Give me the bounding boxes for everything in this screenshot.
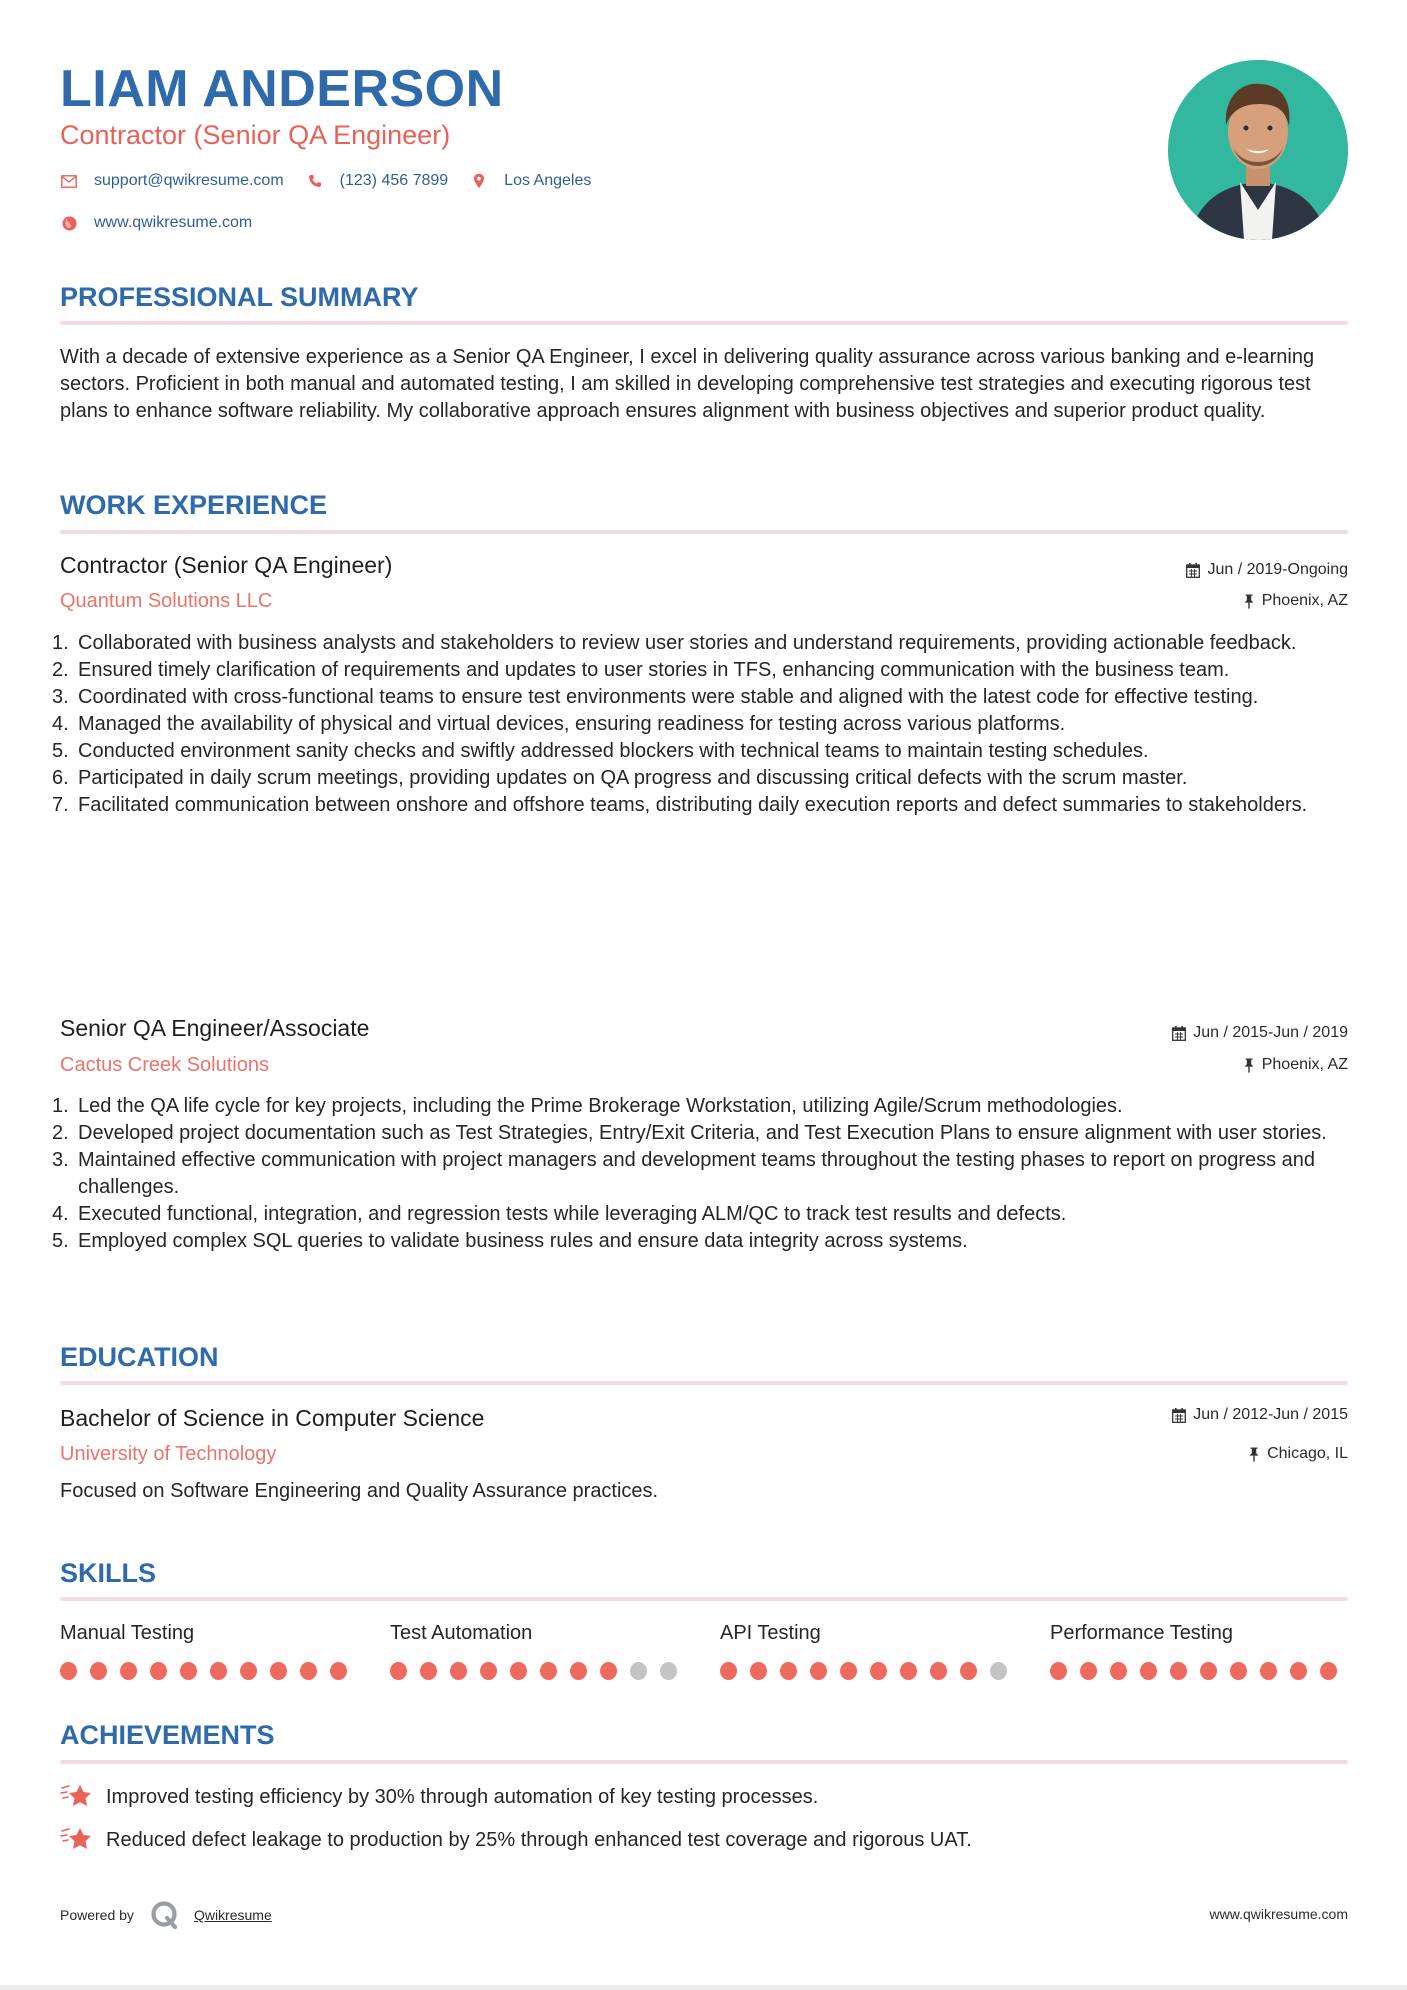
phone-text[interactable]: (123) 456 7899 [339, 172, 449, 189]
degree: Bachelor of Science in Computer Science [60, 1405, 485, 1431]
job-bullet [52, 792, 1352, 819]
job-dates-text: Jun / 2015-Jun / 2019 [1193, 1024, 1348, 1041]
website-text[interactable]: www.qwikresume.com [94, 214, 253, 231]
job-dates [1186, 559, 1348, 581]
pushpin-icon [1243, 1058, 1255, 1073]
school: University of Technology [60, 1443, 277, 1465]
achievement-item [60, 1825, 972, 1855]
skill-dot-filled [780, 1662, 797, 1680]
calendar-icon [1172, 1026, 1186, 1041]
job-bullets [52, 1093, 1352, 1255]
skill-dot-filled [390, 1662, 407, 1680]
shooting-star-icon [60, 1825, 94, 1855]
education-location-text: Chicago, IL [1267, 1445, 1348, 1462]
achievements-heading: ACHIEVEMENTS [60, 1720, 275, 1750]
skill-rating [1050, 1662, 1350, 1680]
job-bullet [52, 711, 1352, 738]
job-bullet [52, 1093, 1352, 1120]
bullet-text: Led the QA life cycle for key projects, including the Prime Brokerage Workstation, utilizing Agile/Scrum methodologies. [78, 1095, 1123, 1117]
skill-dot-filled [930, 1662, 947, 1680]
skill-dot-filled [240, 1662, 257, 1680]
skill-dot-filled [210, 1662, 227, 1680]
bullet-text: Facilitated communication between onshore and offshore teams, distributing daily execution reports and defect summaries to stakeholders. [78, 794, 1308, 816]
skill-dot-filled [150, 1662, 167, 1680]
skill-dot-filled [750, 1662, 767, 1680]
powered-by-label: Powered by [60, 1907, 134, 1923]
bullet-text: Managed the availability of physical and virtual devices, ensuring readiness for testing across various platforms. [78, 713, 1066, 735]
job-bullet [52, 738, 1352, 765]
bullet-number: 1. [52, 1095, 69, 1117]
bullet-number: 4. [52, 713, 69, 735]
email-text[interactable]: support@qwikresume.com [94, 172, 284, 189]
contact-location [470, 172, 591, 190]
achievement-item [60, 1782, 818, 1812]
skill-name: API Testing [720, 1622, 821, 1644]
bullet-text: Collaborated with business analysts and stakeholders to review user stories and understand requirements, providing actionable feedback. [78, 632, 1297, 654]
skill-dot-filled [450, 1662, 467, 1680]
contact-website[interactable] [60, 214, 252, 232]
skill-dot-filled [1230, 1662, 1247, 1680]
skill-dot-filled [1200, 1662, 1217, 1680]
pushpin-icon [1248, 1447, 1260, 1462]
job-bullet [52, 684, 1352, 711]
summary-text: With a decade of extensive experience as a Senior QA Engineer, I excel in delivering quality assurance across various banking and e-learning sectors. Proficient in both manual and automated testing, I am skilled in developing comprehensive test strategies and executing rigorous test plans to enhance software reliability. My collaborative approach ensures alignment with business objectives and superior product quality. [60, 346, 1315, 422]
skill-dot-filled [1140, 1662, 1157, 1680]
skill-dot-filled [900, 1662, 917, 1680]
skill-rating [60, 1662, 360, 1680]
achievement-text: Reduced defect leakage to production by 25% through enhanced test coverage and rigorous UAT. [106, 1828, 972, 1851]
bullet-text: Participated in daily scrum meetings, providing updates on QA progress and discussing critical defects with the scrum master. [78, 767, 1188, 789]
skill-item [390, 1620, 690, 1680]
skill-name: Manual Testing [60, 1622, 195, 1644]
bullet-text: Employed complex SQL queries to validate business rules and ensure data integrity across systems. [78, 1230, 968, 1252]
job-title: Senior QA Engineer/Associate [60, 1015, 370, 1041]
skill-dot-filled [1080, 1662, 1097, 1680]
education-location [1248, 1443, 1348, 1465]
skill-rating [390, 1662, 690, 1680]
contact-phone[interactable] [306, 172, 449, 190]
skill-dot-filled [570, 1662, 587, 1680]
bullet-number: 5. [52, 1230, 69, 1252]
summary-heading: PROFESSIONAL SUMMARY [60, 282, 419, 312]
footer-website-link[interactable]: www.qwikresume.com [1209, 1906, 1348, 1922]
job-title: Contractor (Senior QA Engineer) [60, 552, 393, 578]
skills-divider [60, 1597, 1348, 1601]
skill-dot-filled [90, 1662, 107, 1680]
skill-dot-filled [300, 1662, 317, 1680]
qwikresume-logo-icon [150, 1900, 180, 1930]
skill-dot-filled [1260, 1662, 1277, 1680]
job-bullet [52, 630, 1352, 657]
bullet-number: 3. [52, 686, 69, 708]
bullet-number: 2. [52, 1122, 69, 1144]
skill-dot-filled [330, 1662, 347, 1680]
bullet-text: Ensured timely clarification of requirements and updates to user stories in TFS, enhancing communication with the business team. [78, 659, 1230, 681]
job-dates-text: Jun / 2019-Ongoing [1207, 561, 1348, 578]
job-company: Quantum Solutions LLC [60, 590, 273, 612]
bullet-text: Developed project documentation such as Test Strategies, Entry/Exit Criteria, and Test Execution Plans to ensure alignment with user stories. [78, 1122, 1327, 1144]
map-pin-icon [470, 172, 488, 190]
bullet-number: 6. [52, 767, 69, 789]
job-location [1243, 1054, 1348, 1076]
profile-photo [1168, 60, 1348, 240]
skill-dot-filled [960, 1662, 977, 1680]
skill-dot-filled [480, 1662, 497, 1680]
skill-dot-filled [1320, 1662, 1337, 1680]
skill-dot-filled [600, 1662, 617, 1680]
job-bullet [52, 1228, 1352, 1255]
page-bottom-edge [0, 1985, 1407, 1990]
skills-heading: SKILLS [60, 1558, 157, 1588]
achievement-text: Improved testing efficiency by 30% through automation of key testing processes. [106, 1785, 819, 1808]
job-bullet [52, 765, 1352, 792]
bullet-text: Conducted environment sanity checks and swiftly addressed blockers with technical teams to maintain testing schedules. [78, 740, 1149, 762]
skill-dot-filled [420, 1662, 437, 1680]
footer-powered-by [60, 1900, 272, 1930]
bullet-text: Executed functional, integration, and regression tests while leveraging ALM/QC to track test results and defects. [78, 1203, 1067, 1225]
skill-dot-filled [1170, 1662, 1187, 1680]
bullet-text: Coordinated with cross-functional teams to ensure test environments were stable and aligned with the latest code for effective testing. [78, 686, 1259, 708]
experience-divider [60, 530, 1348, 534]
envelope-icon [60, 172, 78, 190]
pushpin-icon [1243, 594, 1255, 609]
job-bullet [52, 1120, 1352, 1147]
job-bullet [52, 1201, 1352, 1228]
job-location-text: Phoenix, AZ [1261, 1056, 1348, 1073]
candidate-title: Contractor (Senior QA Engineer) [60, 120, 451, 150]
skill-item [1050, 1620, 1350, 1680]
education-dates-text: Jun / 2012-Jun / 2015 [1193, 1406, 1348, 1423]
candidate-name: LIAM ANDERSON [60, 60, 504, 118]
skill-dot-filled [870, 1662, 887, 1680]
skill-dot-filled [1050, 1662, 1067, 1680]
bullet-number: 7. [52, 794, 69, 816]
contact-email[interactable] [60, 172, 284, 190]
globe-icon [60, 214, 78, 232]
skill-dot-filled [270, 1662, 287, 1680]
qwikresume-link[interactable]: Qwikresume [193, 1907, 272, 1923]
skill-rating [720, 1662, 1020, 1680]
location-text: Los Angeles [504, 172, 592, 189]
skill-dot-filled [720, 1662, 737, 1680]
summary-divider [60, 321, 1348, 325]
skill-dot-filled [1290, 1662, 1307, 1680]
achievements-divider [60, 1760, 1348, 1764]
skill-item [720, 1620, 1020, 1680]
skill-dot-filled [1110, 1662, 1127, 1680]
skill-name: Performance Testing [1050, 1622, 1234, 1644]
calendar-icon [1186, 563, 1200, 578]
job-dates [1172, 1022, 1348, 1044]
skill-dot-empty [660, 1662, 677, 1680]
bullet-number: 4. [52, 1203, 69, 1225]
website-row [60, 214, 274, 232]
experience-heading: WORK EXPERIENCE [60, 490, 328, 520]
bullet-number: 3. [52, 1149, 69, 1171]
education-dates [1172, 1404, 1348, 1426]
education-divider [60, 1381, 1348, 1385]
skill-item [60, 1620, 360, 1680]
job-location-text: Phoenix, AZ [1261, 592, 1348, 609]
bullet-number: 2. [52, 659, 69, 681]
skill-dot-filled [840, 1662, 857, 1680]
job-bullet [52, 1147, 1352, 1201]
bullet-text: Maintained effective communication with project managers and development teams throughout the testing phases to report on progress and challenges. [78, 1149, 1316, 1198]
job-company: Cactus Creek Solutions [60, 1054, 269, 1076]
skill-name: Test Automation [390, 1622, 533, 1644]
avatar-illustration [1168, 60, 1348, 240]
skill-dot-filled [540, 1662, 557, 1680]
skill-dot-filled [120, 1662, 137, 1680]
education-heading: EDUCATION [60, 1342, 219, 1372]
education-description: Focused on Software Engineering and Quality Assurance practices. [60, 1480, 659, 1502]
skill-dot-filled [510, 1662, 527, 1680]
skill-dot-empty [990, 1662, 1007, 1680]
bullet-number: 1. [52, 632, 69, 654]
calendar-icon [1172, 1408, 1186, 1423]
skill-dot-empty [630, 1662, 647, 1680]
bullet-number: 5. [52, 740, 69, 762]
skill-dot-filled [60, 1662, 77, 1680]
shooting-star-icon [60, 1782, 94, 1812]
skill-dot-filled [810, 1662, 827, 1680]
job-location [1243, 590, 1348, 612]
job-bullet [52, 657, 1352, 684]
phone-icon [306, 172, 324, 190]
job-bullets [52, 630, 1352, 819]
skill-dot-filled [180, 1662, 197, 1680]
contact-row [60, 172, 613, 190]
